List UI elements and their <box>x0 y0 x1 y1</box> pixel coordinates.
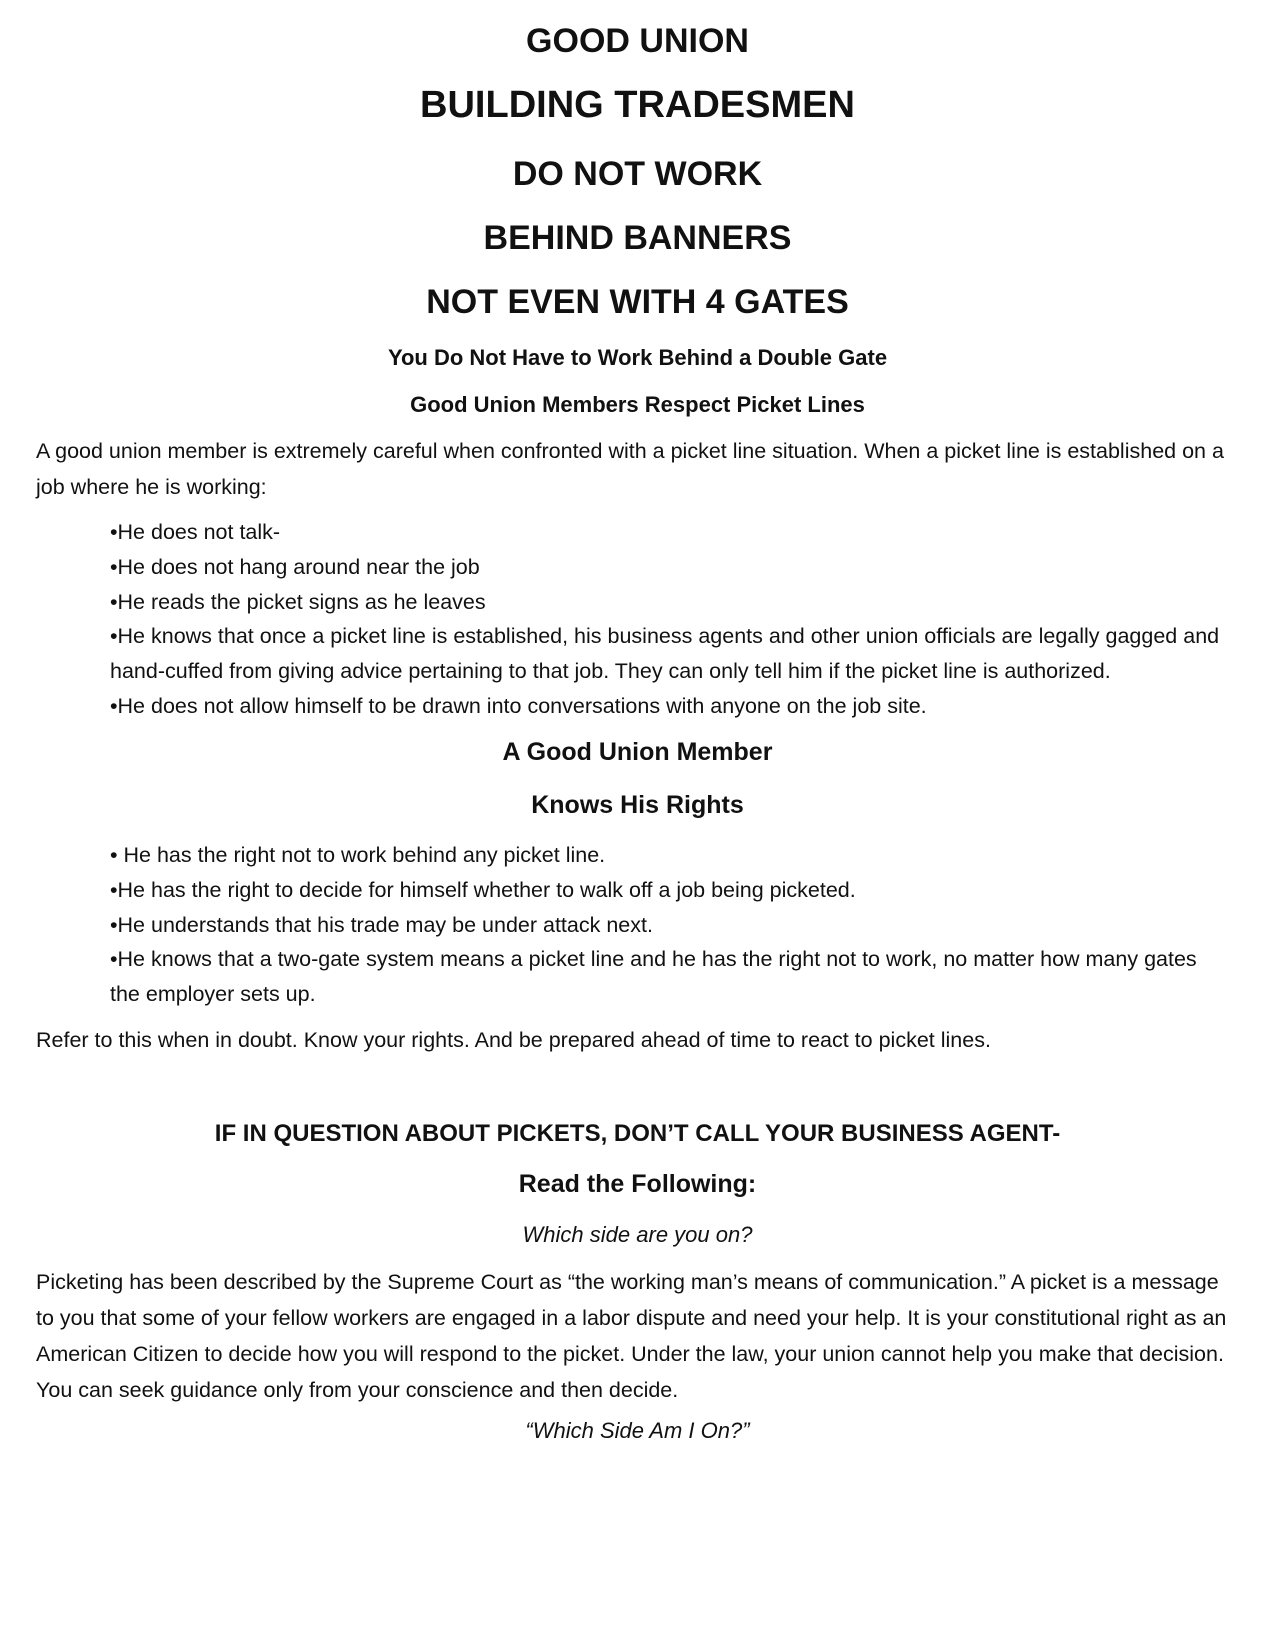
list-item: •He knows that a two-gate system means a picket line and he has the right not to work, no matter how many gates the employer sets up. <box>110 947 1197 1007</box>
list-item: •He knows that once a picket line is established, his business agents and other union officials are legally gagged and hand-cuffed from giving advice pertaining to that job. They can only tell him if the picket line is authorized. <box>110 624 1220 684</box>
read-following-heading: Read the Following: <box>518 1170 757 1198</box>
list-item: •He reads the picket signs as he leaves <box>110 589 486 614</box>
list-item: •He does not hang around near the job <box>110 554 480 579</box>
list-item: • He has the right not to work behind any picket line. <box>110 843 606 867</box>
list-item: •He does not allow himself to be drawn into conversations with anyone on the job site. <box>110 693 927 718</box>
conduct-list <box>110 515 1229 724</box>
headline-do-not-work: DO NOT WORK <box>512 155 763 193</box>
rights-heading-line2: Knows His Rights <box>531 791 744 819</box>
which-side-question: Which side are you on? <box>522 1222 753 1247</box>
list-item: •He has the right to decide for himself whether to walk off a job being picketed. <box>110 877 856 902</box>
closing-quote: “Which Side Am I On?” <box>525 1418 750 1443</box>
headline-behind-banners: BEHIND BANNERS <box>483 219 792 257</box>
rights-list <box>110 838 1229 1012</box>
list-item: •He does not talk- <box>110 520 281 544</box>
headline-building-tradesmen: BUILDING TRADESMEN <box>420 84 855 126</box>
subheading-respect-picket-lines: Good Union Members Respect Picket Lines <box>410 392 865 417</box>
refer-paragraph: Refer to this when in doubt. Know your rights. And be prepared ahead of time to react to picket lines. <box>36 1028 991 1052</box>
headline-good-union: GOOD UNION <box>526 22 749 60</box>
headline-not-even-4-gates: NOT EVEN WITH 4 GATES <box>426 283 849 321</box>
list-item: •He understands that his trade may be under attack next. <box>110 912 653 937</box>
picketing-paragraph: Picketing has been described by the Supreme Court as “the working man’s means of communication.” A picket is a message to you that some of your fellow workers are engaged in a labor dispute and need your help. It is your constitutional right as an American Citizen to decide how you will respond to the picket. Under the law, your union cannot help you make that decision. You can seek guidance only from your conscience and then decide. <box>36 1270 1227 1402</box>
question-heading: IF IN QUESTION ABOUT PICKETS, DON’T CALL YOUR BUSINESS AGENT- <box>214 1120 1061 1147</box>
subheading-double-gate: You Do Not Have to Work Behind a Double Gate <box>387 345 888 370</box>
rights-heading-line1: A Good Union Member <box>502 738 773 766</box>
intro-paragraph: A good union member is extremely careful when confronted with a picket line situation. When a picket line is established on a job where he is working: <box>36 439 1224 499</box>
